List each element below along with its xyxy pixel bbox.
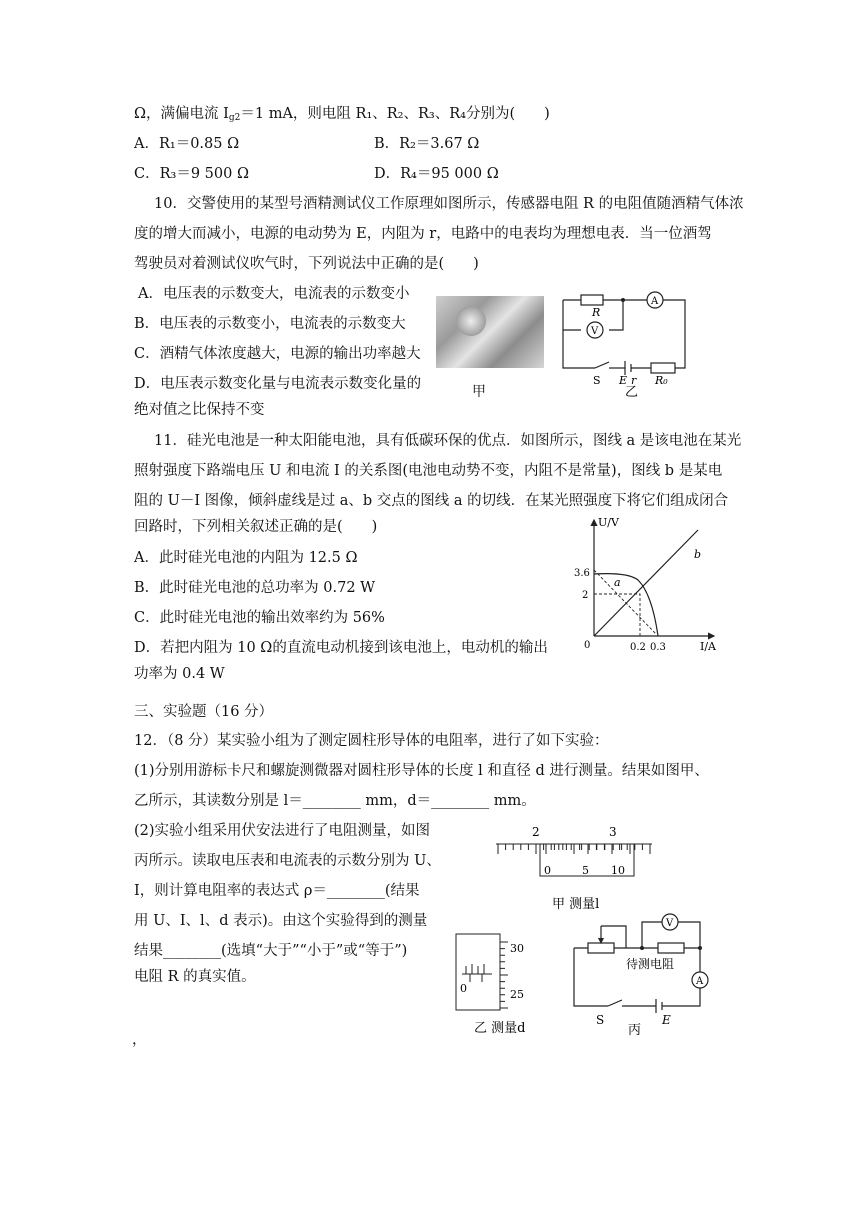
- q9-condition-line: Ω，满偏电流 $I_{g2}=1$ mA，则电阻 R₁、R₂、R₃、R₄分别为( ): [134, 106, 550, 123]
- q12-part2-line3: I，则计算电阻率的表达式 ρ＝________(结果: [134, 883, 420, 899]
- q12-circuit-diagram: [566, 908, 716, 1036]
- q9-option-a: A．R₁＝0.85 Ω: [134, 136, 240, 152]
- q12-stem: 12．（8 分）某实验小组为了测定圆柱形导体的电阻率，进行了如下实验：: [134, 733, 609, 749]
- label-R0: R₀: [655, 374, 668, 387]
- circuit2-resistor-label: 待测电阻: [626, 957, 675, 971]
- label-r: r: [631, 374, 637, 387]
- graph-origin: 0: [584, 640, 591, 651]
- micrometer-figure: [452, 928, 552, 1038]
- circuit2-switch: S: [596, 1013, 605, 1027]
- label-R: R: [592, 306, 601, 319]
- q12-part1-line2: 乙所示，其读数分别是 l＝________ mm，d＝________ mm。: [134, 793, 536, 809]
- q10-stem-3: 驾驶员对着测试仪吹气时，下列说法中正确的是( ): [134, 256, 479, 272]
- vernier-caliper-figure: [490, 822, 660, 914]
- curve-a-label: a: [614, 576, 621, 589]
- q10-option-d: D．电压表示数变化量与电流表示数变化量的: [134, 376, 422, 392]
- q12-part2-line4: 用 U、I、l、d 表示)。由这个实验得到的测量: [134, 913, 428, 929]
- q12-part2-line5: 结果________(选填“大于”“小于”或“等于”): [134, 943, 408, 959]
- q10-option-a: A．电压表的示数变大，电流表的示数变小: [138, 286, 410, 302]
- label-E: E: [619, 374, 628, 387]
- q12-part2-line6: 电阻 R 的真实值。: [134, 969, 256, 985]
- q11-stem-2: 照射强度下路端电压 U 和电流 I 的关系图(电池电动势不变，内阻不是常量)，图线 b 是某电: [134, 463, 723, 479]
- caliper-caption: 甲 测量l: [552, 897, 600, 912]
- q12-part2-line1: (2)实验小组采用伏安法进行了电阻测量，如图: [134, 823, 431, 839]
- q11-option-c: C．此时硅光电池的输出效率约为 56%: [134, 610, 385, 626]
- q11-option-d: D．若把内阻为 10 Ω的直流电动机接到该电池上，电动机的输出: [134, 640, 548, 656]
- caliper-main-3: 3: [609, 825, 617, 839]
- curve-b-label: b: [694, 548, 702, 561]
- q12-part2-line2: 丙所示。读取电压表和电流表的示数分别为 U、: [134, 853, 441, 869]
- caliper-vernier-5: 5: [582, 864, 589, 877]
- circuit2-ammeter: A: [696, 976, 704, 987]
- q11-option-a: A．此时硅光电池的内阻为 12.5 Ω: [134, 550, 358, 566]
- q10-option-c: C．酒精气体浓度越大，电源的输出功率越大: [134, 346, 421, 362]
- q12-part1-line1: (1)分别用游标卡尺和螺旋测微器对圆柱形导体的长度 l 和直径 d 进行测量。结果如图甲、: [134, 763, 709, 779]
- q11-stem-3: 阻的 U－I 图像，倾斜虚线是过 a、b 交点的图线 a 的切线．在某光照强度下将它们组成闭合: [134, 493, 729, 509]
- graph-ylabel: U/V: [598, 516, 619, 529]
- micrometer-25: 25: [510, 988, 524, 1001]
- caliper-vernier-10: 10: [611, 864, 625, 877]
- micrometer-30: 30: [510, 942, 524, 955]
- q11-stem-1: 11．硅光电池是一种太阳能电池，具有低碳环保的优点．如图所示，图线 a 是该电池在某光: [154, 433, 742, 449]
- q11-option-d-cont: 功率为 0.4 W: [134, 666, 225, 682]
- q10-stem-2: 度的增大而减小，电源的电动势为 E，内阻为 r，电路中的电表均为理想电表．当一位酒驾: [134, 226, 712, 242]
- caliper-vernier-0: 0: [544, 864, 551, 877]
- switch-label: S: [593, 374, 601, 387]
- caliper-main-2: 2: [532, 825, 540, 839]
- q9-option-b: B．R₂＝3.67 Ω: [374, 136, 480, 152]
- circuit2-emf: E: [662, 1013, 671, 1027]
- circuit2-caption: 丙: [628, 1023, 642, 1036]
- q10-option-d-cont: 绝对值之比保持不变: [134, 402, 265, 418]
- ytick-2: 2: [582, 590, 589, 601]
- fig-jia-label: 甲: [472, 384, 486, 400]
- xtick-0.2: 0.2: [630, 642, 646, 653]
- q9-option-c: C．R₃＝9 500 Ω: [134, 166, 249, 182]
- ytick-3.6: 3.6: [574, 568, 590, 579]
- q11-stem-4: 回路时，下列相关叙述正确的是( ): [134, 519, 378, 535]
- q11-option-b: B．此时硅光电池的总功率为 0.72 W: [134, 580, 376, 596]
- circuit2-voltmeter: V: [666, 918, 674, 929]
- q10-option-b: B．电压表的示数变小，电流表的示数变大: [134, 316, 406, 332]
- q10-circuit-diagram: [555, 288, 705, 398]
- voltmeter-label: V: [591, 326, 599, 337]
- q10-stem-1: 10．交警使用的某型号酒精测试仪工作原理如图所示，传感器电阻 R 的电阻值随酒精气体浓: [154, 196, 744, 212]
- micrometer-0: 0: [460, 982, 467, 995]
- fig-yi-label: 乙: [625, 385, 639, 398]
- trailing-comma: ，: [132, 1032, 147, 1048]
- xtick-0.3: 0.3: [650, 642, 666, 653]
- micrometer-caption: 乙 测量d: [474, 1021, 526, 1036]
- breathalyzer-photo: [436, 296, 544, 368]
- ammeter-label: A: [651, 296, 659, 307]
- section-3-title: 三、实验题（16 分）: [134, 704, 274, 720]
- graph-xlabel: I/A: [700, 640, 716, 653]
- q9-option-d: D．R₄＝95 000 Ω: [374, 166, 499, 182]
- q11-ui-graph: [568, 514, 724, 656]
